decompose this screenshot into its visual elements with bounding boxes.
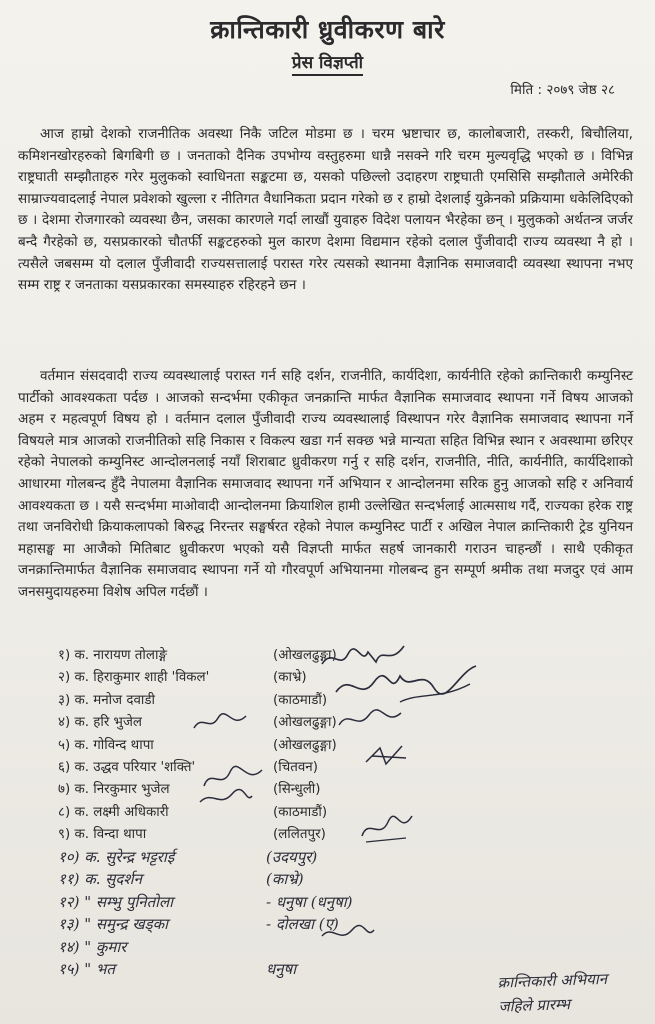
document-date: मिति : २०७९ जेष्ठ २८ <box>510 82 615 98</box>
stamp-line-1: क्रान्तिकारी अभियान <box>497 969 608 992</box>
signatory-list <box>58 645 618 982</box>
signatory-name: ५) क. गोविन्द थापा <box>58 737 154 753</box>
handwritten-place: - दोलखा (ए) <box>266 915 339 934</box>
signatory-place: (सिन्धुली) <box>273 782 321 798</box>
signatory-name: ८) क. लक्ष्मी अधिकारी <box>58 804 169 820</box>
signatory-place: (काठमाडौं) <box>273 692 328 708</box>
signatory-row <box>58 690 618 712</box>
signatory-row <box>58 712 618 734</box>
handwritten-name: १२) " सम्भु पुनितोला <box>58 892 174 911</box>
handwritten-signatory-row <box>58 869 618 892</box>
handwritten-place: (उदयपुर) <box>266 847 318 866</box>
handwritten-name: १३) " समुन्द्र खड्का <box>58 915 169 934</box>
signatory-row <box>58 802 618 824</box>
handwritten-name: ११) क. सुदर्शन <box>58 870 142 889</box>
signatory-row <box>58 779 618 801</box>
handwritten-place: (काभ्रे) <box>266 870 304 889</box>
closing-stamp <box>497 965 649 1018</box>
document-title: क्रान्तिकारी ध्रुवीकरण बारे <box>210 15 445 44</box>
signatory-place: (काभ्रे) <box>273 670 307 686</box>
handwritten-signatory-row <box>58 892 618 915</box>
signatory-name: ७) क. निरकुमार भुजेल <box>58 782 170 798</box>
signatory-name: ३) क. मनोज दवाडी <box>58 692 155 708</box>
signatory-place: (ललितपुर) <box>273 827 326 843</box>
handwritten-name: १५) " भत <box>58 960 115 979</box>
signatory-place: (काठमाडौं) <box>273 804 328 820</box>
handwritten-place: - धनुषा (धनुषा) <box>266 892 353 911</box>
signatory-name: ४) क. हरि भुजेल <box>58 715 142 731</box>
signatory-row <box>58 667 618 689</box>
signatory-row <box>58 735 618 757</box>
signatory-place: (ओखलढुङ्गा) <box>273 648 337 663</box>
handwritten-name: १४) " कुमार <box>58 937 127 956</box>
handwritten-signatory-row <box>58 847 618 870</box>
handwritten-place: धनुषा <box>266 960 297 979</box>
document-subtitle <box>0 50 655 73</box>
subtitle-text: प्रेस विज्ञप्ती <box>292 53 363 76</box>
handwritten-name: १०) क. सुरेन्द्र भट्टराई <box>58 847 175 866</box>
signatory-name: ९) क. विन्दा थापा <box>58 827 147 843</box>
handwritten-signatory-row <box>58 937 618 960</box>
signatory-row <box>58 824 618 846</box>
paragraph-2: वर्तमान संसदवादी राज्य व्यवस्थालाई परास्त गर्न सहि दर्शन, राजनीति, कार्यदिशा, कार्यनीति रहेको क्रान्तिकारी कम्युनिस्ट पार्टीको आवश्यकता पर्दछ । आजको सन्दर्भमा एकीकृत जनक्रान्ति मार्फत वैज्ञानिक समाजवाद स्थापना गर्ने विषय आजको अहम र महत्वपूर्ण विषय हो । वर्तमान दलाल पुँजीवादी राज्य व्यवस्थालाई विस्थापन गरेर वैज्ञानिक समाजवाद स्थापना गर्ने विषयले मात्र आजको राजनीतिको सहि निकास र विकल्प खडा गर्न सक्छ भन्ने मान्यता सहित विभिन्न स्थान र अवस्थामा छरिएर रहेको नेपालको कम्युनिस्ट आन्दोलनलाई नयाँ शिराबाट ध्रुवीकरण गर्नु र सहि दर्शन, राजनीति, नीति, कार्यनीति, कार्यदिशाको आधारमा गोलबन्द हुँदै नेपालमा वैज्ञानिक समाजवाद स्थापना गर्ने अभियान र आन्दोलनमा सरिक हुनु आजको सहि र अनिवार्य आवश्यकता छ । यसै सन्दर्भमा माओवादी आन्दोलनमा क्रियाशिल हामी उल्लेखित सन्दर्भलाई आत्मसाथ गर्दै, राज्यका हरेक राष्ट्र तथा जनविरोधी क्रियाकलापको बिरुद्ध निरन्तर सङ्घर्षरत रहेको नेपाल कम्युनिस्ट पार्टी र अखिल नेपाल क्रान्तिकारी ट्रेड युनियन महासङ्घ मा आजैको मितिबाट ध्रुवीकरण भएको यसै विज्ञप्ती मार्फत सहर्ष जानकारी गराउन चाहन्छौं । साथै एकीकृत जनक्रान्तिमार्फत वैज्ञानिक समाजवाद स्थापना गर्ने यो गौरवपूर्ण अभियानमा गोलबन्द हुन सम्पूर्ण श्रमीक तथा मजदुर एवं आम जनसमुदायहरुमा विशेष अपिल गर्दछौं । <box>18 368 633 600</box>
signatory-row <box>58 645 618 667</box>
signatory-place: (ओखलढुङ्गा) <box>273 715 337 731</box>
signatory-place: (ओखलढुङ्गा) <box>273 737 337 753</box>
paragraph-1: आज हाम्रो देशको राजनीतिक अवस्था निकै जटिल मोडमा छ । चरम भ्रष्टाचार छ, कालोबजारी, तस्करी, बिचौलिया, कमिशनखोरहरुको बिगबिगी छ । जनताको दैनिक उपभोग्य वस्तुहरुमा धान्नै नसक्ने गरि चरम मुल्यवृद्धि भएको छ । विभिन्न राष्ट्रघाती सम्झौताहरु गरेर मुलुकको स्वाधिनता सङ्कटमा छ, यसको पछिल्लो उदाहरण राष्ट्रघाती एमसिसि सम्झौताले अमेरिकी साम्राज्यवादलाई नेपाल प्रवेशको खुल्ला र नीतिगत वैधानिकता प्रदान गरेको छ र हाम्रो देशलाई युक्रेनको प्रक्रियामा धकेलिदिएको छ । देशमा रोजगारको व्यवस्था छैन, जसका कारणले गर्दा लाखौं युवाहरु विदेश पलायन भैरहेका छन् । मुलुकको अर्थतन्त्र जर्जर बन्दै गैरहेको छ, यसप्रकारको चौतर्फी सङ्कटहरुको मुल कारण देशमा विद्यमान रहेको दलाल पुँजीवादी राज्य व्यवस्था नै हो । त्यसैले जबसम्म यो दलाल पुँजीवादी राज्यसत्तालाई परास्त गरेर त्यसको स्थानमा वैज्ञानिक समाजवादी व्यवस्था स्थापना नभए सम्म राष्ट्र र जनताका यसप्रकारका समस्याहरु रहिरहने छन । <box>18 126 633 294</box>
handwritten-signatory-row <box>58 914 618 937</box>
stamp-line-2: जहिले प्रारम्भ <box>498 995 571 1016</box>
signatory-name: १) क. नारायण तोलाङ्गे <box>58 648 167 663</box>
signatory-name: ६) क. उद्धव परियार 'शक्ति' <box>58 759 196 775</box>
signatory-row <box>58 757 618 779</box>
signatory-name: २) क. हिराकुमार शाही 'विकल' <box>58 670 210 686</box>
signatory-place: (चितवन) <box>273 759 318 775</box>
